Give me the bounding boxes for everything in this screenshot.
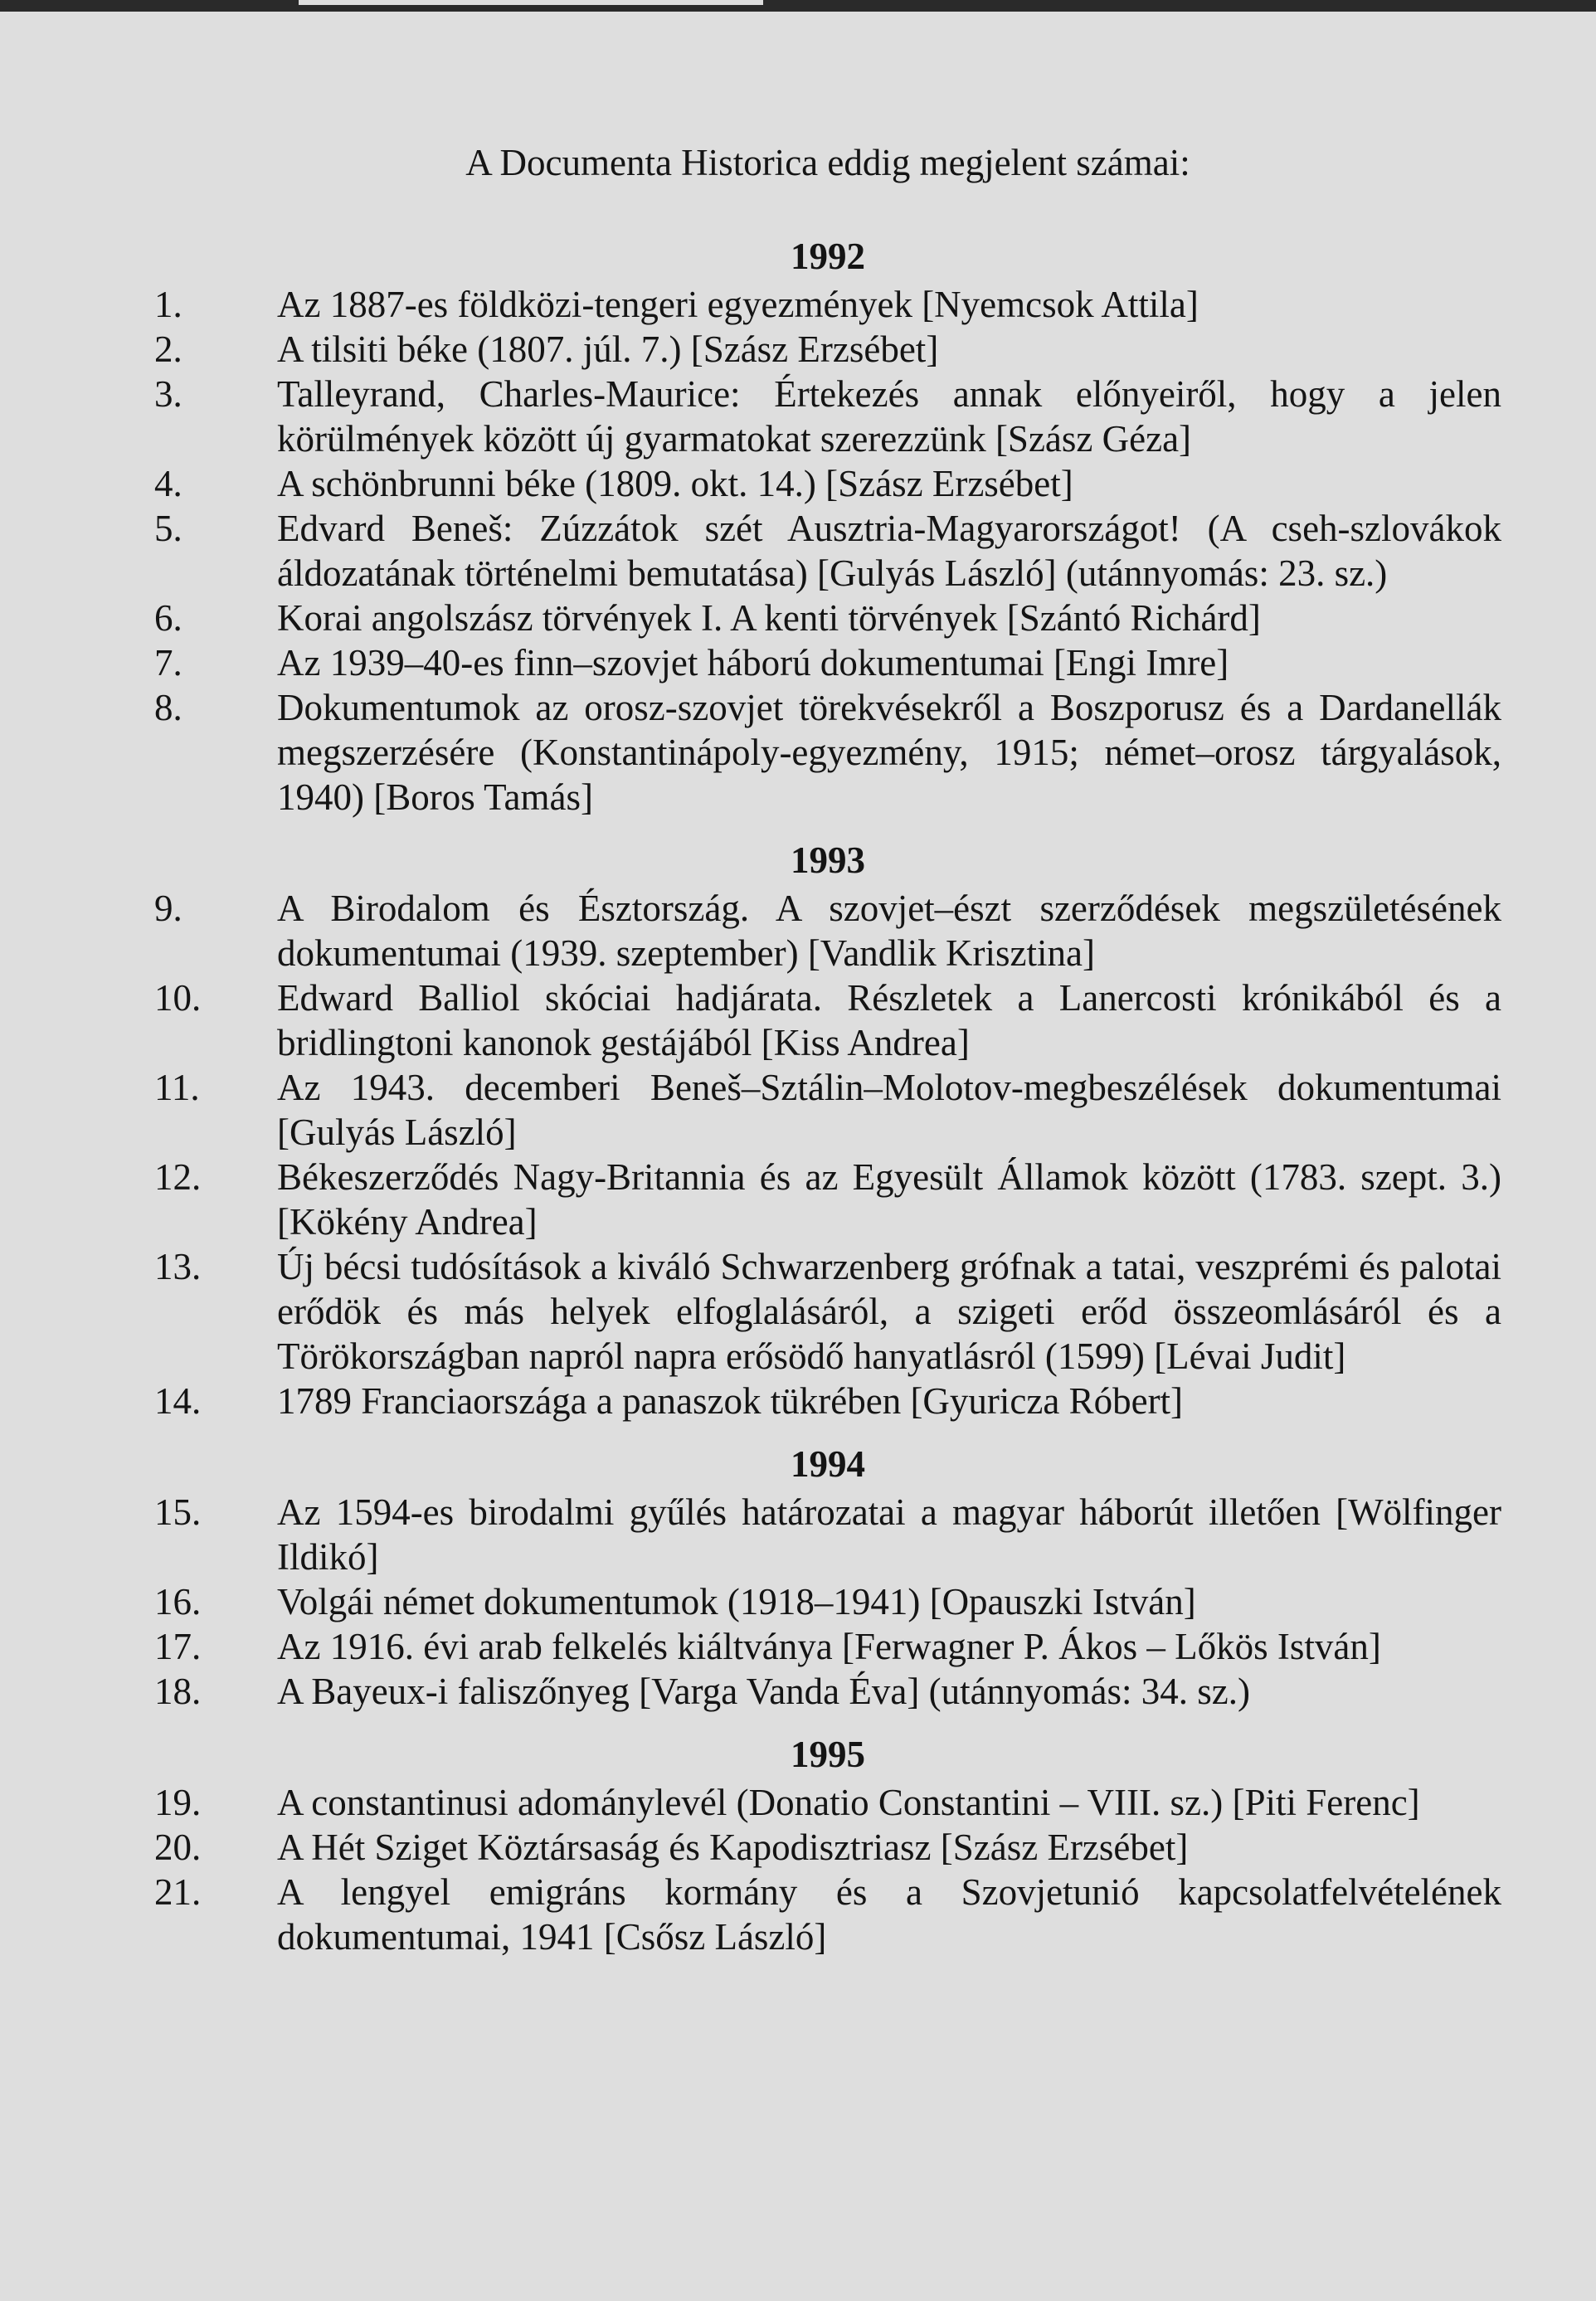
page-title: A Documenta Historica eddig megjelent számai: — [465, 142, 1190, 183]
list-item — [154, 1624, 1501, 1669]
year-heading: 1994 — [791, 1443, 865, 1485]
entry-number: 4. — [154, 463, 182, 504]
entry-text: Új bécsi tudósítások a kiváló Schwarzenberg grófnak a tatai, veszprémi és palotai erődök és más helyek elfoglalásáról, a szigeti erőd összeomlásáról és a Törökországban napról napra erősödő hanyatlásról (1599) [Lévai Judit] — [277, 1246, 1501, 1377]
entry-number: 21. — [154, 1871, 202, 1913]
entry-text: A lengyel emigráns kormány és a Szovjetunió kapcsolatfelvételének dokumentumai, 1941 [Csősz László] — [277, 1871, 1501, 1958]
list-item — [154, 1669, 1501, 1714]
top-scan-edge-gap — [299, 0, 763, 5]
list-item — [154, 1244, 1501, 1379]
entry-number: 20. — [154, 1827, 202, 1868]
list-item — [154, 372, 1501, 461]
entry-text: Volgái német dokumentumok (1918–1941) [Opauszki István] — [277, 1581, 1196, 1622]
entry-number: 7. — [154, 642, 182, 683]
entry-number: 13. — [154, 1246, 202, 1287]
entry-number: 12. — [154, 1156, 202, 1198]
entry-text: Az 1594-es birodalmi gyűlés határozatai a magyar háborút illetően [Wölfinger Ildikó] — [277, 1491, 1501, 1578]
entry-text: Az 1939–40-es finn–szovjet háború dokumentumai [Engi Imre] — [277, 642, 1229, 683]
document-page — [154, 139, 1501, 1968]
list-item — [154, 975, 1501, 1065]
list-item — [154, 327, 1501, 372]
entry-number: 3. — [154, 373, 182, 415]
entry-text: 1789 Franciaországa a panaszok tükrében [Gyuricza Róbert] — [277, 1380, 1184, 1422]
list-item — [154, 1825, 1501, 1870]
entry-number: 15. — [154, 1491, 202, 1533]
entry-text: Az 1943. decemberi Beneš–Sztálin–Molotov-megbeszélések dokumentumai [Gulyás László] — [277, 1067, 1501, 1153]
list-item — [154, 282, 1501, 327]
entry-number: 5. — [154, 508, 182, 549]
entry-number: 19. — [154, 1782, 202, 1823]
entry-number: 10. — [154, 977, 202, 1019]
list-item — [154, 886, 1501, 975]
list-item — [154, 1780, 1501, 1825]
entry-number: 11. — [154, 1067, 200, 1108]
year-section — [154, 838, 1501, 1423]
entry-number: 2. — [154, 328, 182, 370]
entry-number: 14. — [154, 1380, 202, 1422]
entry-text: Edward Balliol skóciai hadjárata. Részletek a Lanercosti krónikából és a bridlingtoni kanonok gestájából [Kiss Andrea] — [277, 977, 1501, 1063]
list-item — [154, 640, 1501, 685]
list-item — [154, 1870, 1501, 1959]
year-heading: 1993 — [791, 839, 865, 881]
list-item — [154, 685, 1501, 820]
list-item — [154, 1490, 1501, 1579]
entry-text: A Birodalom és Észtország. A szovjet–észt szerződések megszületésének dokumentumai (1939. szeptember) [Vandlik Krisztina] — [277, 888, 1501, 974]
entry-text: Dokumentumok az orosz-szovjet törekvésekről a Boszporusz és a Dardanellák megszerzésére (Konstantinápoly-egyezmény, 1915; német–orosz tárgyalások, 1940) [Boros Tamás] — [277, 687, 1501, 818]
year-heading: 1992 — [791, 236, 865, 277]
top-scan-edge — [0, 0, 1596, 12]
entry-text: A Bayeux-i faliszőnyeg [Varga Vanda Éva] (utánnyomás: 34. sz.) — [277, 1671, 1251, 1712]
entry-text: A Hét Sziget Köztársaság és Kapodisztriasz [Szász Erzsébet] — [277, 1827, 1189, 1868]
list-item — [154, 1155, 1501, 1244]
entry-text: Edvard Beneš: Zúzzátok szét Ausztria-Magyarországot! (A cseh-szlovákok áldozatának történelmi bemutatása) [Gulyás László] (utánnyomás: 23. sz.) — [277, 508, 1501, 594]
entry-number: 6. — [154, 597, 182, 639]
entry-number: 18. — [154, 1671, 202, 1712]
entry-text: A tilsiti béke (1807. júl. 7.) [Szász Erzsébet] — [277, 328, 939, 370]
entry-text: Korai angolszász törvények I. A kenti törvények [Szántó Richárd] — [277, 597, 1261, 639]
list-item — [154, 596, 1501, 640]
year-section — [154, 234, 1501, 820]
entry-number: 17. — [154, 1626, 202, 1667]
publication-list — [154, 234, 1501, 1959]
list-item — [154, 461, 1501, 506]
entry-text: Az 1887-es földközi-tengeri egyezmények [Nyemcsok Attila] — [277, 284, 1199, 325]
list-item — [154, 1379, 1501, 1423]
entry-number: 9. — [154, 888, 182, 929]
entry-number: 1. — [154, 284, 182, 325]
year-heading: 1995 — [791, 1734, 865, 1775]
entry-text: A schönbrunni béke (1809. okt. 14.) [Szász Erzsébet] — [277, 463, 1073, 504]
year-section — [154, 1732, 1501, 1959]
list-item — [154, 506, 1501, 596]
list-item — [154, 1065, 1501, 1155]
entry-text: Talleyrand, Charles-Maurice: Értekezés annak előnyeiről, hogy a jelen körülmények között új gyarmatokat szerezzünk [Szász Géza] — [277, 373, 1501, 460]
entry-number: 8. — [154, 687, 182, 728]
entry-text: Az 1916. évi arab felkelés kiáltványa [Ferwagner P. Ákos – Lőkös István] — [277, 1626, 1381, 1667]
year-section — [154, 1442, 1501, 1714]
entry-text: Békeszerződés Nagy-Britannia és az Egyesült Államok között (1783. szept. 3.) [Kökény Andrea] — [277, 1156, 1501, 1243]
entry-text: A constantinusi adománylevél (Donatio Constantini – VIII. sz.) [Piti Ferenc] — [277, 1782, 1420, 1823]
entry-number: 16. — [154, 1581, 202, 1622]
list-item — [154, 1579, 1501, 1624]
